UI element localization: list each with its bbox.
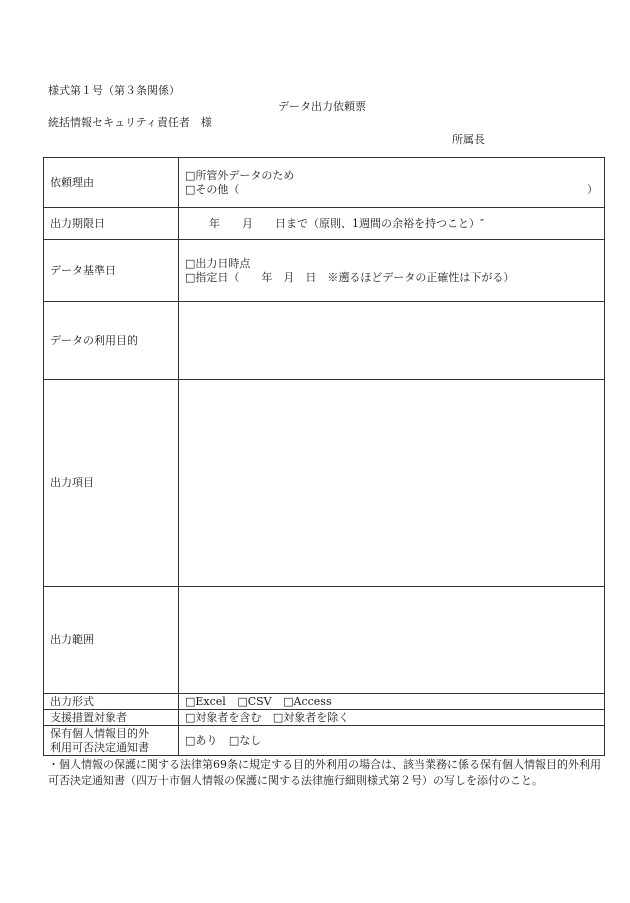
deadline-field[interactable]: [179, 208, 605, 240]
footnote: ・個人情報の保護に関する法律第69条に規定する目的外利用の場合は、該当業務に係る保有個人情報目的外利用可否決定通知書（四万十市個人情報の保護に関する法律施行細則様式第２号）の写しを添付のこと。: [48, 758, 601, 787]
format-options: [179, 694, 605, 710]
notice-row: [44, 726, 605, 756]
deadline-row: [44, 208, 605, 240]
reason-label: 依頼理由: [44, 158, 179, 208]
base-date-option-output-day[interactable]: □出力日時点: [185, 256, 251, 270]
deadline-year: 年: [209, 216, 220, 230]
base-date-options: [179, 240, 605, 302]
reason-option-other[interactable]: [185, 183, 598, 197]
support-option-include[interactable]: □対象者を含む: [185, 710, 262, 724]
format-option-excel[interactable]: □Excel: [185, 694, 226, 708]
format-label: 出力形式: [44, 694, 179, 710]
notice-label-line1: 保有個人情報目的外: [50, 726, 149, 740]
support-row: [44, 710, 605, 726]
deadline-label: 出力期限日: [44, 208, 179, 240]
base-date-label: データ基準日: [44, 240, 179, 302]
support-option-exclude[interactable]: □対象者を除く: [272, 710, 350, 724]
range-label: 出力範囲: [44, 587, 179, 694]
notice-label-line2: 利用可否決定通知書: [50, 740, 149, 754]
reason-other-close: ）: [587, 182, 598, 196]
reason-option-out-of-scope[interactable]: □所管外データのため: [185, 168, 295, 182]
reason-row: [44, 158, 605, 208]
addressee: 統括情報セキュリティ責任者 様: [48, 116, 212, 129]
format-option-access[interactable]: □Access: [283, 694, 332, 708]
department-head-label: 所属長: [452, 133, 485, 146]
base-date-option-specified[interactable]: □指定日（ 年 月 日 ※遡るほどデータの正確性は下がる）: [185, 270, 515, 284]
reason-options: [179, 158, 605, 208]
form-number: 様式第１号（第３条関係）: [48, 84, 180, 97]
notice-options: [179, 726, 605, 756]
notice-option-yes[interactable]: □あり: [185, 733, 218, 747]
request-form-table: [43, 157, 605, 756]
base-date-row: [44, 240, 605, 302]
support-options: [179, 710, 605, 726]
purpose-field[interactable]: [179, 302, 605, 380]
reason-other-label: □その他（: [185, 182, 240, 196]
deadline-month: 月: [242, 216, 253, 230]
support-label: 支援措置対象者: [44, 710, 179, 726]
notice-option-no[interactable]: □なし: [228, 733, 262, 747]
notice-label: [44, 726, 179, 756]
items-label: 出力項目: [44, 380, 179, 587]
items-field[interactable]: [179, 380, 605, 587]
items-row: [44, 380, 605, 587]
format-row: [44, 694, 605, 710]
format-option-csv[interactable]: □CSV: [237, 694, 272, 708]
deadline-rest: 日まで（原則、1週間の余裕を持つこと）″: [275, 216, 485, 230]
range-field[interactable]: [179, 587, 605, 694]
range-row: [44, 587, 605, 694]
purpose-label: データの利用目的: [44, 302, 179, 380]
purpose-row: [44, 302, 605, 380]
form-title: データ出力依頼票: [278, 100, 366, 113]
